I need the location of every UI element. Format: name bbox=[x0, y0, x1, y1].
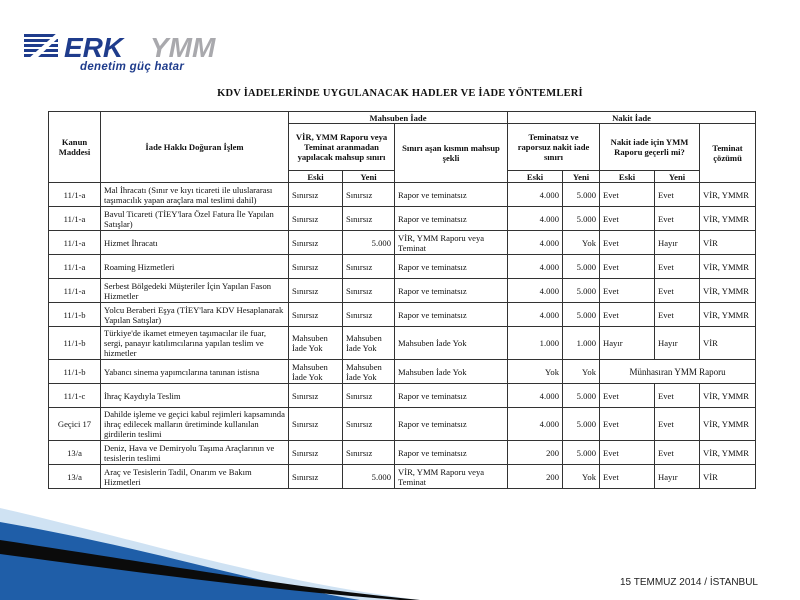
cell-ymm-yeni: Evet bbox=[655, 441, 700, 465]
table-row bbox=[49, 207, 756, 231]
cell-ymm-yeni: Evet bbox=[655, 303, 700, 327]
cell-islem: Roaming Hizmetleri bbox=[101, 255, 289, 279]
cell-ymm-eski: Evet bbox=[600, 279, 655, 303]
cell-mahsup-eski: Sınırsız bbox=[289, 408, 343, 441]
table-row bbox=[49, 441, 756, 465]
cell-nakit-eski: 4.000 bbox=[508, 303, 563, 327]
cell-islem: İhraç Kaydıyla Teslim bbox=[101, 384, 289, 408]
cell-ymm-eski: Evet bbox=[600, 441, 655, 465]
header-mahsup-eski: Eski bbox=[289, 171, 343, 183]
cell-nakit-yeni: 5.000 bbox=[563, 183, 600, 207]
table-row bbox=[49, 360, 756, 384]
header-nakit-eski: Eski bbox=[508, 171, 563, 183]
cell-nakit-yeni: Yok bbox=[563, 231, 600, 255]
table-row bbox=[49, 231, 756, 255]
cell-ymm-yeni: Evet bbox=[655, 183, 700, 207]
cell-nakit-yeni: 5.000 bbox=[563, 207, 600, 231]
header-mahsuben-iade: Mahsuben İade bbox=[289, 112, 508, 124]
table-row bbox=[49, 408, 756, 441]
cell-siniri-asan: Rapor ve teminatsız bbox=[395, 183, 508, 207]
cell-mahsup-yeni: Sınırsız bbox=[343, 279, 395, 303]
cell-nakit-yeni: Yok bbox=[563, 360, 600, 384]
cell-kanun: 11/1-b bbox=[49, 303, 101, 327]
cell-ymm-eski: Evet bbox=[600, 303, 655, 327]
cell-ymm-yeni: Evet bbox=[655, 207, 700, 231]
header-ymm-yeni: Yeni bbox=[655, 171, 700, 183]
cell-nakit-eski: 4.000 bbox=[508, 384, 563, 408]
cell-islem: Serbest Bölgedeki Müşteriler İçin Yapılan Fason Hizmetler bbox=[101, 279, 289, 303]
cell-nakit-yeni: 5.000 bbox=[563, 408, 600, 441]
cell-mahsup-eski: Sınırsız bbox=[289, 384, 343, 408]
cell-nakit-eski: Yok bbox=[508, 360, 563, 384]
header-teminatsiz: Teminatsız ve raporsuz nakit iade sınırı bbox=[508, 124, 600, 171]
header-vir-ymm-siniri: VİR, YMM Raporu veya Teminat aranmadan yapılacak mahsup sınırı bbox=[289, 124, 395, 171]
cell-teminat: VİR bbox=[700, 327, 756, 360]
cell-ymm-eski: Evet bbox=[600, 465, 655, 489]
header-nakit-iade: Nakit İade bbox=[508, 112, 756, 124]
cell-siniri-asan: VİR, YMM Raporu veya Teminat bbox=[395, 231, 508, 255]
logo-slogan: denetim güç hatar bbox=[80, 61, 185, 73]
cell-teminat: VİR bbox=[700, 465, 756, 489]
kdv-iade-table bbox=[48, 111, 756, 489]
cell-nakit-eski: 4.000 bbox=[508, 231, 563, 255]
header-iade-hakki: İade Hakkı Doğuran İşlem bbox=[101, 112, 289, 183]
table-row bbox=[49, 465, 756, 489]
cell-nakit-yeni: 5.000 bbox=[563, 384, 600, 408]
cell-nakit-yeni: 5.000 bbox=[563, 255, 600, 279]
cell-kanun: 11/1-a bbox=[49, 207, 101, 231]
cell-islem: Deniz, Hava ve Demiryolu Taşıma Araçlarının ve tesislerin teslimi bbox=[101, 441, 289, 465]
cell-kanun: 11/1-b bbox=[49, 327, 101, 360]
cell-islem: Yabancı sinema yapımcılarına tanınan istisna bbox=[101, 360, 289, 384]
cell-islem: Araç ve Tesislerin Tadil, Onarım ve Bakım Hizmetleri bbox=[101, 465, 289, 489]
cell-ymm-eski: Evet bbox=[600, 255, 655, 279]
cell-siniri-asan: Mahsuben İade Yok bbox=[395, 360, 508, 384]
cell-mahsup-eski: Sınırsız bbox=[289, 441, 343, 465]
header-teminat-cozumu: Teminat çözümü bbox=[700, 124, 756, 183]
cell-teminat: VİR, YMMR bbox=[700, 441, 756, 465]
cell-islem: Hizmet İhracatı bbox=[101, 231, 289, 255]
cell-ymm-yeni: Hayır bbox=[655, 231, 700, 255]
cell-nakit-yeni: Yok bbox=[563, 465, 600, 489]
cell-nakit-yeni: 5.000 bbox=[563, 279, 600, 303]
cell-mahsup-yeni: Sınırsız bbox=[343, 384, 395, 408]
cell-kanun: 11/1-a bbox=[49, 255, 101, 279]
table-row bbox=[49, 279, 756, 303]
cell-siniri-asan: Rapor ve teminatsız bbox=[395, 303, 508, 327]
cell-nakit-eski: 200 bbox=[508, 441, 563, 465]
cell-teminat: VİR, YMMR bbox=[700, 183, 756, 207]
cell-kanun: 13/a bbox=[49, 465, 101, 489]
cell-teminat: VİR, YMMR bbox=[700, 207, 756, 231]
cell-mahsup-yeni: Sınırsız bbox=[343, 303, 395, 327]
cell-kanun: 11/1-a bbox=[49, 183, 101, 207]
cell-kanun: 11/1-b bbox=[49, 360, 101, 384]
cell-mahsup-eski: Sınırsız bbox=[289, 207, 343, 231]
cell-siniri-asan: Rapor ve teminatsız bbox=[395, 408, 508, 441]
cell-mahsup-yeni: Sınırsız bbox=[343, 255, 395, 279]
header-mahsup-yeni: Yeni bbox=[343, 171, 395, 183]
cell-mahsup-yeni: Sınırsız bbox=[343, 441, 395, 465]
cell-mahsup-eski: Sınırsız bbox=[289, 465, 343, 489]
cell-ymm-yeni: Evet bbox=[655, 255, 700, 279]
cell-teminat: VİR, YMMR bbox=[700, 279, 756, 303]
cell-siniri-asan: Rapor ve teminatsız bbox=[395, 207, 508, 231]
logo-brand: ERK bbox=[64, 32, 124, 63]
cell-nakit-eski: 4.000 bbox=[508, 183, 563, 207]
cell-ymm-eski: Evet bbox=[600, 408, 655, 441]
cell-mahsup-yeni: 5.000 bbox=[343, 231, 395, 255]
header-nakit-yeni: Yeni bbox=[563, 171, 600, 183]
table-row bbox=[49, 327, 756, 360]
cell-mahsup-yeni: Sınırsız bbox=[343, 408, 395, 441]
cell-ymm-eski: Evet bbox=[600, 384, 655, 408]
cell-mahsup-eski: Sınırsız bbox=[289, 279, 343, 303]
cell-siniri-asan: Rapor ve teminatsız bbox=[395, 441, 508, 465]
cell-ymm-yeni: Hayır bbox=[655, 465, 700, 489]
cell-nakit-yeni: 5.000 bbox=[563, 441, 600, 465]
document-title: KDV İADELERİNDE UYGULANACAK HADLER VE İADE YÖNTEMLERİ bbox=[217, 88, 583, 99]
cell-kanun: 11/1-a bbox=[49, 279, 101, 303]
cell-ymm-eski: Evet bbox=[600, 207, 655, 231]
cell-siniri-asan: Rapor ve teminatsız bbox=[395, 279, 508, 303]
cell-nakit-eski: 4.000 bbox=[508, 408, 563, 441]
table-row bbox=[49, 303, 756, 327]
cell-islem: Yolcu Beraberi Eşya (TİEY'lara KDV Hesaplanarak Yapılan Satışlar) bbox=[101, 303, 289, 327]
cell-ymm-merged: Münhasıran YMM Raporu bbox=[600, 360, 756, 384]
cell-mahsup-eski: Sınırsız bbox=[289, 183, 343, 207]
cell-nakit-eski: 4.000 bbox=[508, 207, 563, 231]
cell-siniri-asan: VİR, YMM Raporu veya Teminat bbox=[395, 465, 508, 489]
cell-nakit-eski: 4.000 bbox=[508, 279, 563, 303]
cell-mahsup-eski: Mahsuben İade Yok bbox=[289, 360, 343, 384]
cell-teminat: VİR, YMMR bbox=[700, 408, 756, 441]
cell-nakit-eski: 4.000 bbox=[508, 255, 563, 279]
cell-islem: Mal İhracatı (Sınır ve kıyı ticareti ile uluslararası taşımacılık yapan araçlara mal teslimi dahil) bbox=[101, 183, 289, 207]
cell-mahsup-yeni: Mahsuben İade Yok bbox=[343, 360, 395, 384]
cell-kanun: 13/a bbox=[49, 441, 101, 465]
header-ymm-eski: Eski bbox=[600, 171, 655, 183]
cell-ymm-yeni: Evet bbox=[655, 279, 700, 303]
header-kanun-maddesi: Kanun Maddesi bbox=[49, 112, 101, 183]
header-row-group bbox=[49, 112, 756, 124]
cell-mahsup-eski: Mahsuben İade Yok bbox=[289, 327, 343, 360]
cell-nakit-eski: 200 bbox=[508, 465, 563, 489]
table-row bbox=[49, 255, 756, 279]
cell-teminat: VİR bbox=[700, 231, 756, 255]
cell-kanun: 11/1-c bbox=[49, 384, 101, 408]
cell-ymm-yeni: Evet bbox=[655, 384, 700, 408]
header-nakit-ymm-raporu: Nakit iade için YMM Raporu geçerli mi? bbox=[600, 124, 700, 171]
cell-ymm-yeni: Hayır bbox=[655, 327, 700, 360]
cell-teminat: VİR, YMMR bbox=[700, 303, 756, 327]
cell-islem: Bavul Ticareti (TİEY'lara Özel Fatura İle Yapılan Satışlar) bbox=[101, 207, 289, 231]
cell-ymm-eski: Evet bbox=[600, 231, 655, 255]
cell-mahsup-eski: Sınırsız bbox=[289, 231, 343, 255]
footer-date-location: 15 TEMMUZ 2014 / İSTANBUL bbox=[619, 577, 758, 588]
cell-nakit-eski: 1.000 bbox=[508, 327, 563, 360]
cell-teminat: VİR, YMMR bbox=[700, 255, 756, 279]
table-row bbox=[49, 384, 756, 408]
logo-brand-suffix: YMM bbox=[150, 32, 216, 63]
cell-siniri-asan: Rapor ve teminatsız bbox=[395, 255, 508, 279]
cell-kanun: 11/1-a bbox=[49, 231, 101, 255]
cell-siniri-asan: Mahsuben İade Yok bbox=[395, 327, 508, 360]
header-siniri-asan: Sınırı aşan kısmın mahsup şekli bbox=[395, 124, 508, 183]
cell-islem: Türkiye'de ikamet etmeyen taşımacılar ile fuar, sergi, panayır katılımcılarına yapılan teslim ve hizmetler bbox=[101, 327, 289, 360]
cell-ymm-yeni: Evet bbox=[655, 408, 700, 441]
cell-mahsup-eski: Sınırsız bbox=[289, 303, 343, 327]
cell-mahsup-yeni: Sınırsız bbox=[343, 183, 395, 207]
cell-teminat: VİR, YMMR bbox=[700, 384, 756, 408]
cell-nakit-yeni: 1.000 bbox=[563, 327, 600, 360]
cell-mahsup-eski: Sınırsız bbox=[289, 255, 343, 279]
cell-mahsup-yeni: 5.000 bbox=[343, 465, 395, 489]
cell-ymm-eski: Hayır bbox=[600, 327, 655, 360]
table-row bbox=[49, 183, 756, 207]
cell-kanun: Geçici 17 bbox=[49, 408, 101, 441]
cell-nakit-yeni: 5.000 bbox=[563, 303, 600, 327]
cell-siniri-asan: Rapor ve teminatsız bbox=[395, 384, 508, 408]
cell-ymm-eski: Evet bbox=[600, 183, 655, 207]
cell-mahsup-yeni: Mahsuben İade Yok bbox=[343, 327, 395, 360]
cell-mahsup-yeni: Sınırsız bbox=[343, 207, 395, 231]
cell-islem: Dahilde işleme ve geçici kabul rejimleri kapsamında ihraç edilecek malların üretiminde kullanılan girdilerin teslimi bbox=[101, 408, 289, 441]
